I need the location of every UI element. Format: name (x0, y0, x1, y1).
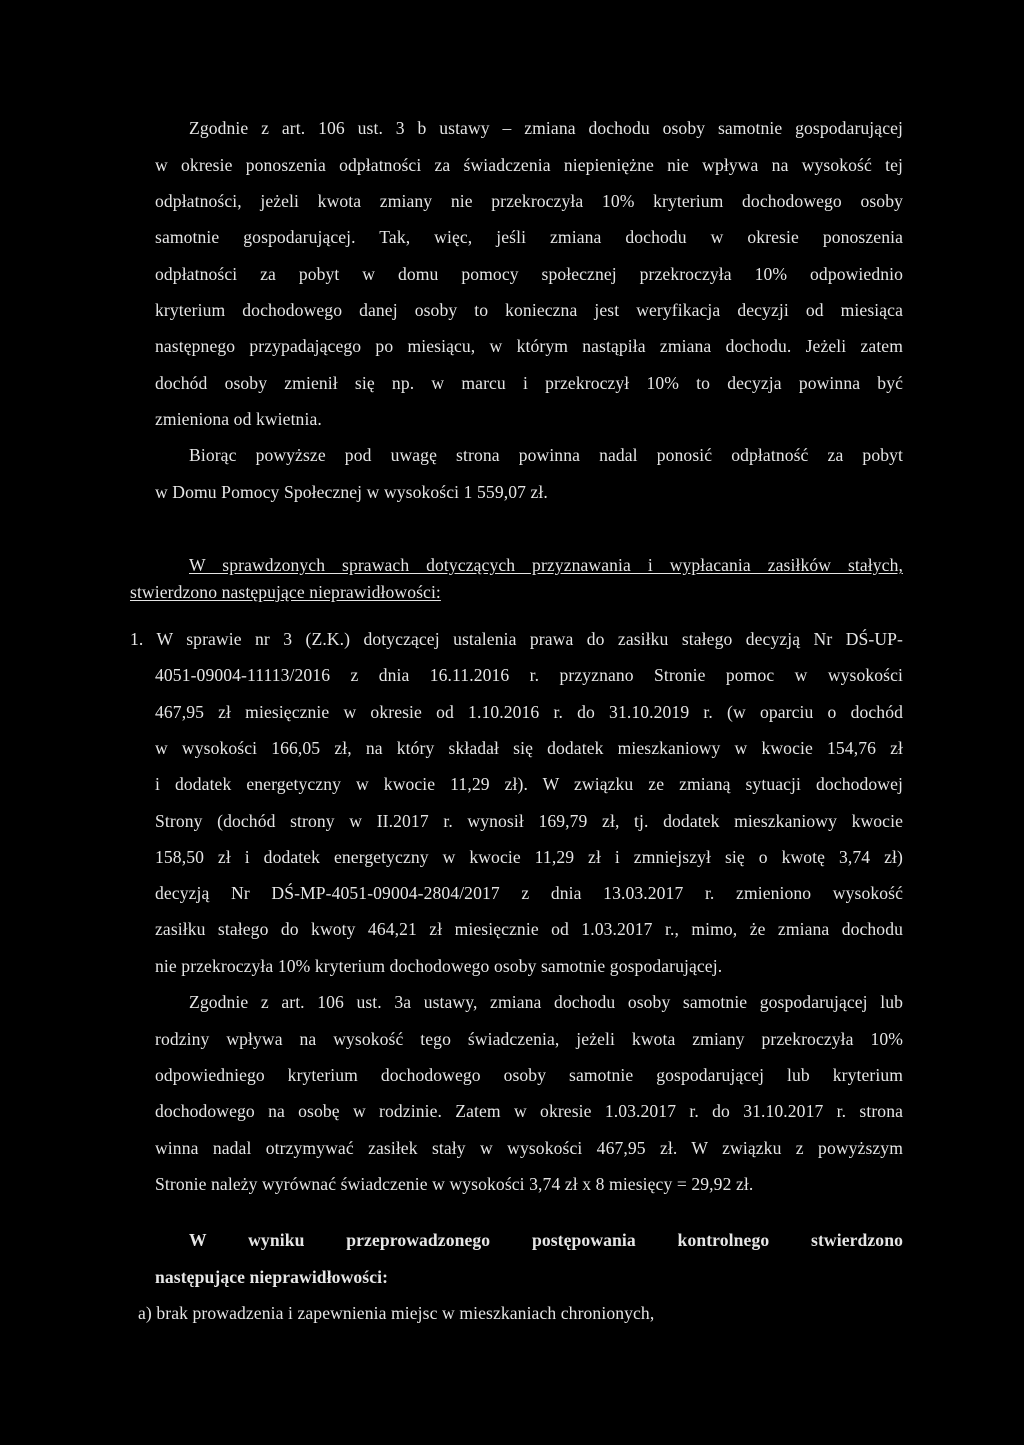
item-1-line-6: Strony (dochód strony w II.2017 r. wynosił 169,79 zł, tj. dodatek mieszkaniowy kwocie (155, 811, 903, 831)
section-heading-1-line-1: W sprawdzonych sprawach dotyczących przyznawania i wypłacania zasiłków stałych, (189, 555, 903, 575)
paragraph-2-line-2: w Domu Pomocy Społecznej w wysokości 1 559,07 zł. (155, 482, 548, 502)
paragraph-3-line-4: dochodowego na osobę w rodzinie. Zatem w okresie 1.03.2017 r. do 31.10.2017 r. strona (155, 1101, 903, 1121)
paragraph-2-line-1: Biorąc powyższe pod uwagę strona powinna nadal ponosić odpłatność za pobyt (189, 445, 903, 465)
item-1-line-3: 467,95 zł miesięcznie w okresie od 1.10.2016 r. do 31.10.2019 r. (w oparciu o dochód (155, 702, 903, 722)
item-1-line-4: w wysokości 166,05 zł, na który składał się dodatek mieszkaniowy w kwocie 154,76 zł (155, 738, 903, 758)
item-1-line-9: zasiłku stałego do kwoty 464,21 zł miesięcznie od 1.03.2017 r., mimo, że zmiana dochodu (155, 919, 903, 939)
paragraph-1-line-7: następnego przypadającego po miesiącu, w którym nastąpiła zmiana dochodu. Jeżeli zatem (155, 336, 903, 356)
item-1-line-1: 1. W sprawie nr 3 (Z.K.) dotyczącej ustalenia prawa do zasiłku stałego decyzją Nr DŚ-UP- (130, 629, 903, 649)
item-1-line-2: 4051-09004-11113/2016 z dnia 16.11.2016 r. przyznano Stronie pomoc w wysokości (155, 665, 903, 685)
item-1-line-5: i dodatek energetyczny w kwocie 11,29 zł). W związku ze zmianą sytuacji dochodowej (155, 774, 903, 794)
paragraph-1-line-1: Zgodnie z art. 106 ust. 3 b ustawy – zmiana dochodu osoby samotnie gospodarującej (189, 118, 903, 138)
item-a: a) brak prowadzenia i zapewnienia miejsc w mieszkaniach chronionych, (138, 1303, 655, 1323)
item-1-line-10: nie przekroczyła 10% kryterium dochodowego osoby samotnie gospodarującej. (155, 956, 723, 976)
paragraph-1-line-5: odpłatności za pobyt w domu pomocy społecznej przekroczyła 10% odpowiednio (155, 264, 903, 284)
paragraph-3-line-2: rodziny wpływa na wysokość tego świadczenia, jeżeli kwota zmiany przekroczyła 10% (155, 1029, 903, 1049)
paragraph-1-line-2: w okresie ponoszenia odpłatności za świadczenia niepieniężne nie wpływa na wysokość tej (155, 155, 903, 175)
item-1-line-7: 158,50 zł i dodatek energetyczny w kwocie 11,29 zł i zmniejszył się o kwotę 3,74 zł) (155, 847, 903, 867)
paragraph-3-line-6: Stronie należy wyrównać świadczenie w wysokości 3,74 zł x 8 miesięcy = 29,92 zł. (155, 1174, 754, 1194)
paragraph-1-line-3: odpłatności, jeżeli kwota zmiany nie przekroczyła 10% kryterium dochodowego osoby (155, 191, 903, 211)
paragraph-3-line-1: Zgodnie z art. 106 ust. 3a ustawy, zmiana dochodu osoby samotnie gospodarującej lub (189, 992, 903, 1012)
paragraph-1-line-8: dochód osoby zmienił się np. w marcu i przekroczył 10% to decyzja powinna być (155, 373, 903, 393)
section-heading-1-line-2: stwierdzono następujące nieprawidłowości: (130, 582, 441, 602)
paragraph-1-line-4: samotnie gospodarującej. Tak, więc, jeśli zmiana dochodu w okresie ponoszenia (155, 227, 903, 247)
section-heading-2-line-1: W wyniku przeprowadzonego postępowania kontrolnego stwierdzono (189, 1230, 903, 1250)
item-1-line-8: decyzją Nr DŚ-MP-4051-09004-2804/2017 z dnia 13.03.2017 r. zmieniono wysokość (155, 883, 903, 903)
section-heading-2-line-2: następujące nieprawidłowości: (155, 1267, 389, 1287)
paragraph-3-line-3: odpowiedniego kryterium dochodowego osoby samotnie gospodarującej lub kryterium (155, 1065, 903, 1085)
paragraph-3-line-5: winna nadal otrzymywać zasiłek stały w wysokości 467,95 zł. W związku z powyższym (155, 1138, 903, 1158)
paragraph-1-line-6: kryterium dochodowego danej osoby to konieczna jest weryfikacja decyzji od miesiąca (155, 300, 903, 320)
paragraph-1-line-9: zmieniona od kwietnia. (155, 409, 322, 429)
